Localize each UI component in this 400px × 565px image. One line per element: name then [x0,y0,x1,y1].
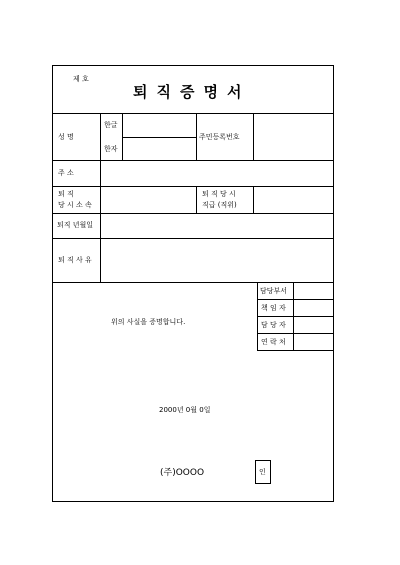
retirement-reason-label: 퇴 직 사 유 [58,256,92,264]
divider [53,160,333,161]
divider [258,316,334,317]
retirement-date-label: 퇴직 년월일 [57,221,94,229]
approval-staff-label: 담 당 자 [261,321,286,329]
divider [53,186,333,187]
divider [53,213,333,214]
position-label-line1: 퇴 직 당 시 [202,190,236,198]
company-name: (주)OOOO [160,468,205,478]
approval-contact-label: 연 락 처 [261,338,286,346]
divider [196,113,197,160]
divider [258,299,334,300]
certify-statement: 위의 사실을 증명합니다. [111,318,186,326]
number-label: 제 호 [73,75,89,83]
divider [100,113,101,282]
approval-dept-label: 담당부서 [260,287,288,295]
divider [258,333,334,334]
department-label-line1: 퇴 직 [58,190,74,198]
seal-box [255,460,271,484]
address-label: 주 소 [58,169,74,177]
divider [53,113,333,114]
hangul-label: 한글 [104,121,118,129]
divider [122,137,196,138]
certificate-document [52,65,334,502]
approval-manager-label: 책 임 자 [261,304,286,312]
divider [253,113,254,160]
hanja-label: 한자 [104,145,118,153]
document-title: 퇴직증명서 [133,83,251,101]
divider [196,186,197,213]
divider [253,186,254,213]
name-label: 성 명 [58,133,74,141]
issue-date: 2000년 0월 0일 [159,406,211,414]
resident-number-label: 주민등록번호 [199,133,240,141]
divider [122,113,123,160]
divider [53,238,333,239]
seal-mark: 인 [259,468,266,476]
position-label-line2: 직급 (직위) [202,201,237,209]
department-label-line2: 당 시 소 속 [58,201,92,209]
approval-table [257,283,334,351]
